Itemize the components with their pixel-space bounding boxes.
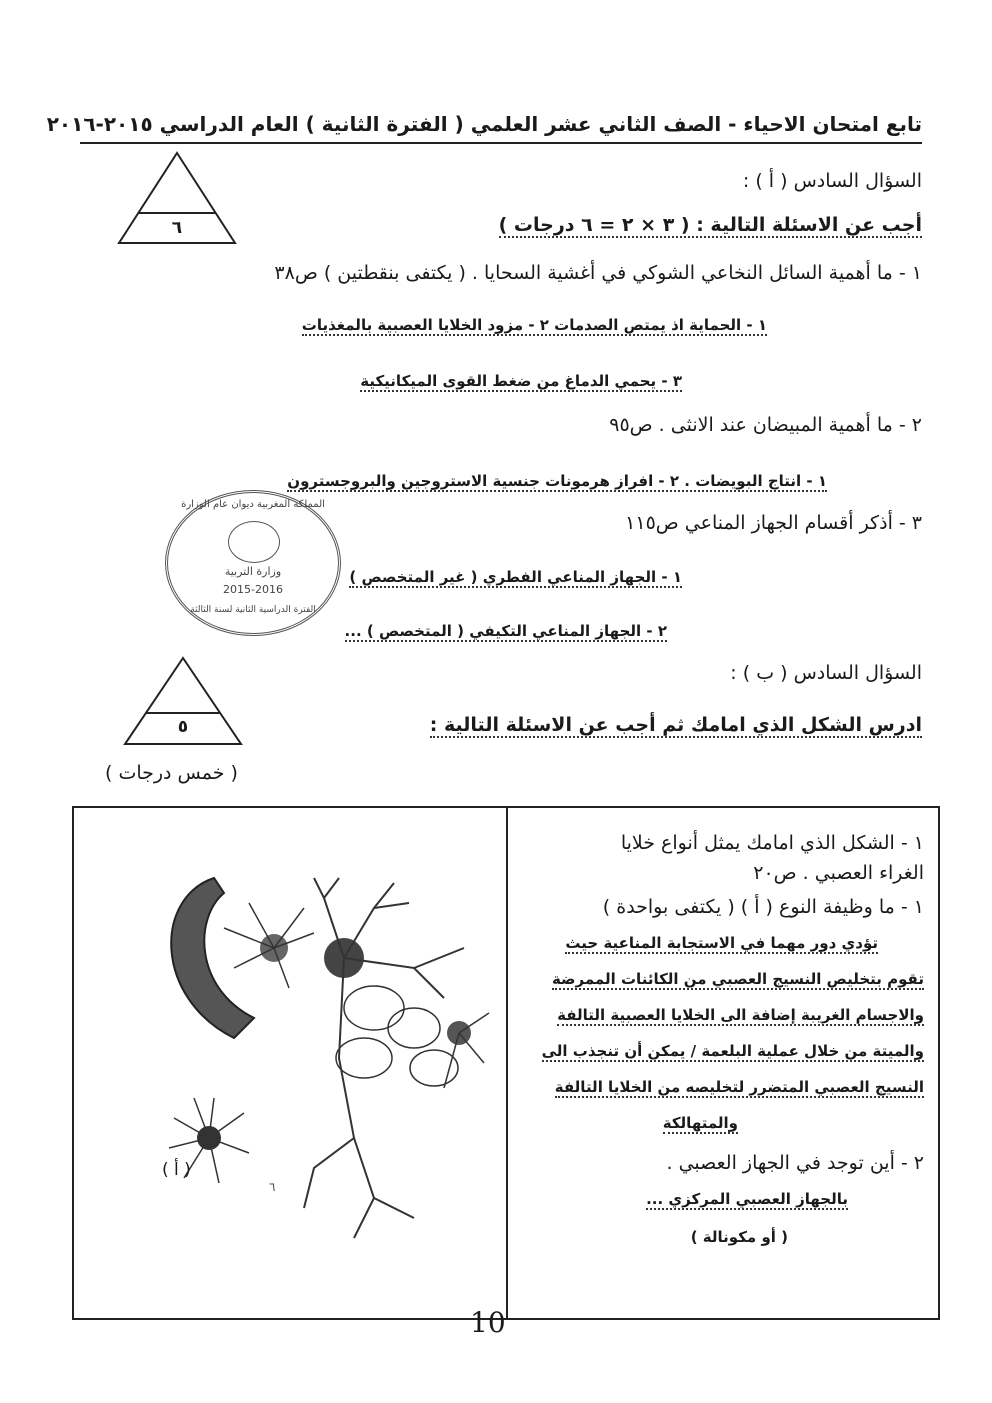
figure-label-a: ( أ ) [162,1160,191,1180]
figure-answer-box [72,806,940,1320]
page-number: 10 [470,1306,506,1339]
box-divider [506,808,508,1318]
mark-6b-value: ٥ [177,717,189,737]
figure-mark: ٦ [269,1180,276,1194]
stamp-emblem-icon [228,521,280,563]
box-q1-sub: ١ - ما وظيفة النوع ( أ ) ( يكتفى بواحدة ) [602,896,924,918]
box-answer-line1: تؤدي دور مهما في الاستجابة المناعية حيث [565,934,878,952]
q6a-item3-question: ٣ - أذكر أقسام الجهاز المناعي ص١١٥ [625,512,922,534]
box-answer-line4: والميتة من خلال عملية البلعمة / يمكن أن تنجذب الى [541,1042,924,1060]
box-answer-line2: تقوم بتخليص النسيج العصبي من الكائنات الممرضة [551,970,924,988]
mark-triangle-6a [116,150,238,246]
exam-header-title: تابع امتحان الاحياء - الصف الثاني عشر العلمي ( الفترة الثانية ) العام الدراسي ٢٠١٥-٢٠١٦ [46,112,922,136]
box-q2-answer2: ( أو مكونالة ) [690,1228,788,1246]
stamp-line2: وزارة التربية [224,565,282,578]
q6a-item2-answer1: ١ - انتاج البويضات . ٢ - افراز هرمونات جنسية الاستروجين والبروجسترون [287,472,827,490]
stamp-year: 2015-2016 [223,583,283,596]
box-q1-line1: ١ - الشكل الذي امامك يمثل أنواع خلايا [620,832,924,854]
official-stamp [165,490,341,636]
glial-cells-figure [114,838,494,1278]
q6a-item1-answer2: ٣ - يحمي الدماغ من ضغط القوى الميكانيكية [360,372,682,390]
box-q1-line2: الغراء العصبي . ص٢٠ [753,862,924,884]
q6a-item3-answer1: ١ - الجهاز المناعي الفطري ( غير المتخصص ) [349,568,682,586]
q6b-points: ( خمس درجات ) [105,762,238,784]
box-q2: ٢ - أين توجد في الجهاز العصبي . [666,1152,924,1174]
q6a-item1-answer1: ١ - الحماية اذ يمتص الصدمات ٢ - مزود الخلايا العصبية بالمغذيات [301,316,767,334]
q6b-instruction: ادرس الشكل الذي امامك ثم أجب عن الاسئلة التالية : [429,714,922,736]
box-answer-line3: والاجسام الغريبة إضافة الى الخلايا العصبية التالفة [557,1006,924,1024]
box-answer-line6: والمتهالكة [662,1114,738,1132]
q6a-title: السؤال السادس ( أ ) : [742,170,922,192]
stamp-line3: الفترة الدراسية الثانية لسنة الثالثة [190,605,316,615]
mark-6a-value: ٦ [171,218,183,238]
q6b-title: السؤال السادس ( ب ) : [730,662,922,684]
q6a-item2-question: ٢ - ما أهمية المبيضان عند الانثى . ص٩٥ [609,414,922,436]
q6a-instruction: أجب عن الاسئلة التالية : ( ٣ × ٢ = ٦ درجات ) [498,214,922,236]
q6a-item3-answer2: ٢ - الجهاز المناعي التكيفي ( المتخصص ) ... [344,622,667,640]
box-answer-line5: النسيج العصبي المتضرر لتخليصه من الخلايا التالفة [554,1078,924,1096]
stamp-line1: المملكة المغربية ديوان عام الوزارة [181,499,325,510]
q6a-item1-question: ١ - ما أهمية السائل النخاعي الشوكي في أغشية السحايا . ( يكتفى بنقطتين ) ص٣٨ [274,262,922,284]
mark-triangle-6b [122,655,244,747]
box-q2-answer1: بالجهاز العصبي المركزي ... [646,1190,848,1208]
exam-header [46,112,922,136]
header-underline [80,142,922,144]
